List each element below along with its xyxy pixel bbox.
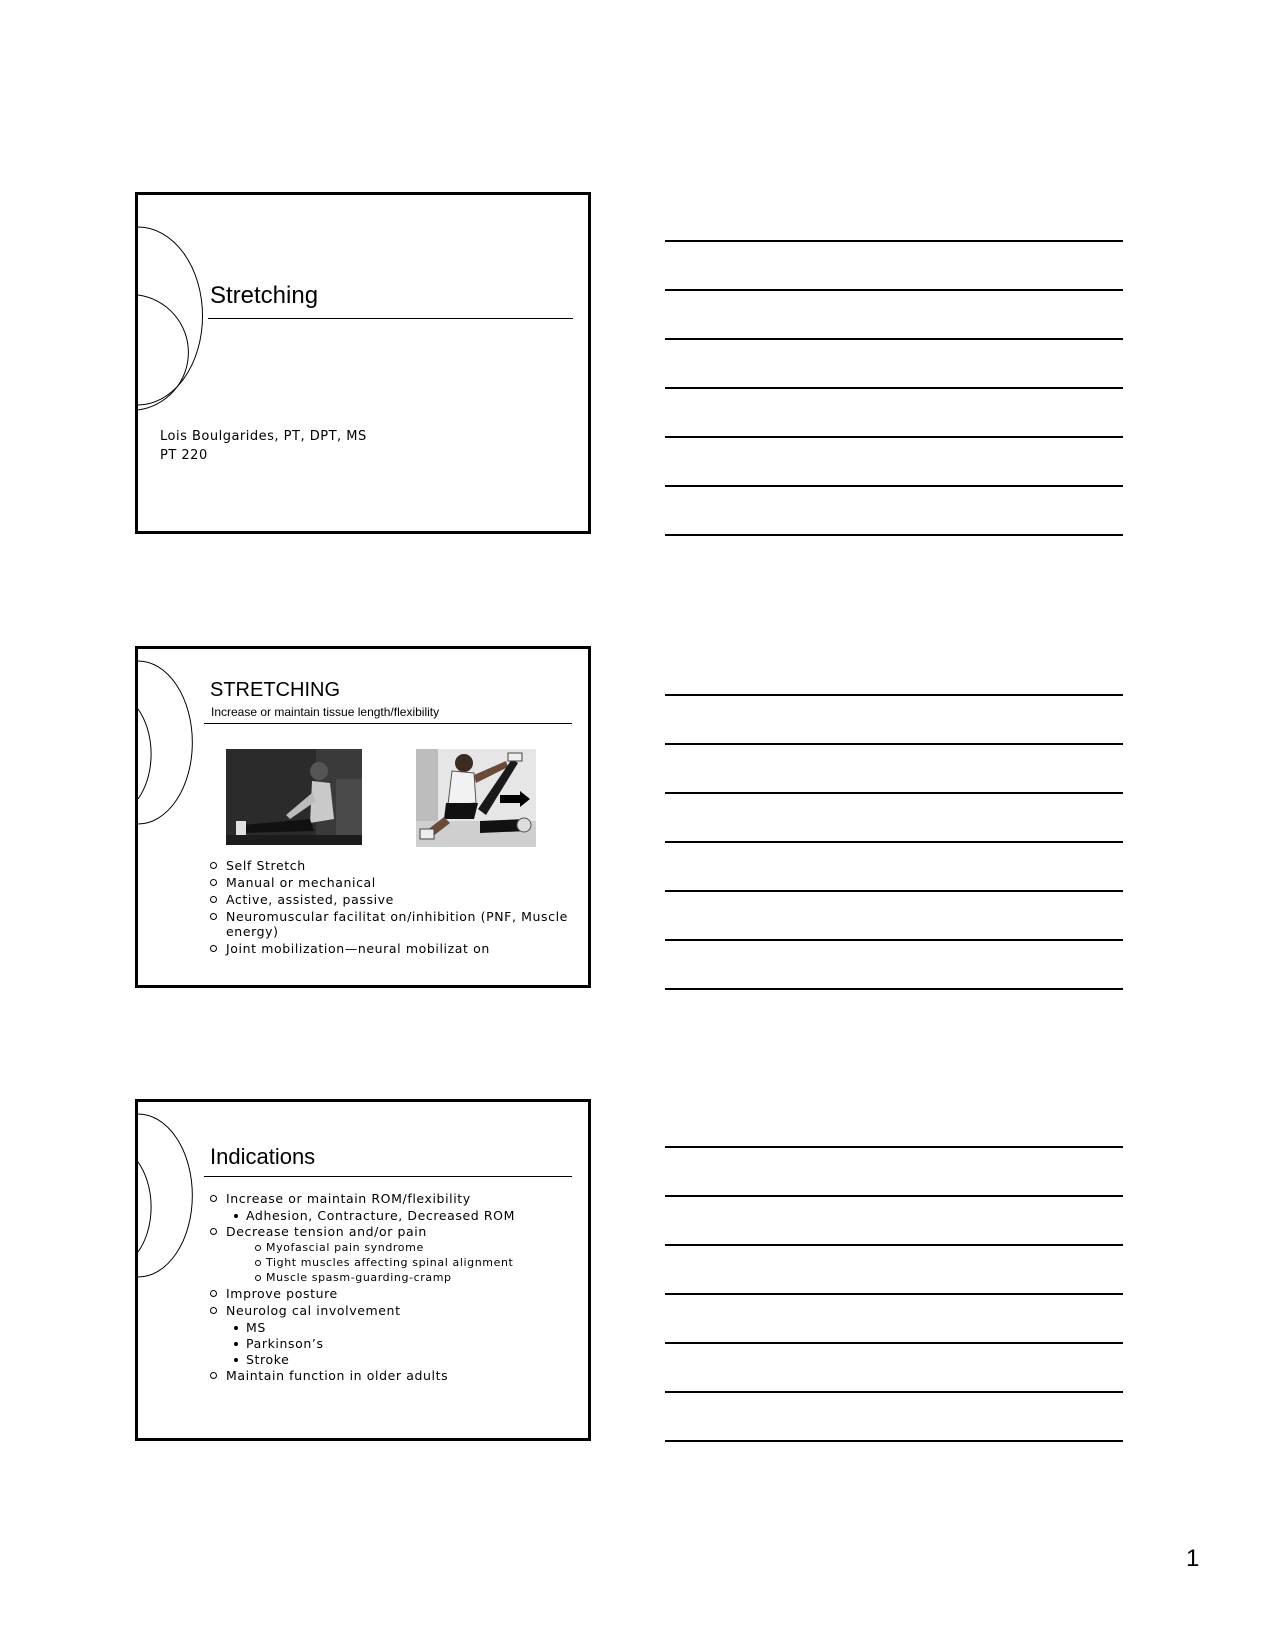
note-line [665, 1440, 1123, 1442]
note-line [665, 1342, 1123, 1344]
assisted-stretch-photo [416, 749, 536, 847]
list-item: Manual or mechanical [210, 875, 580, 890]
list-item: Improve posture [210, 1286, 580, 1301]
slide-3 [135, 1099, 591, 1441]
list-item: Neuromuscular facilitat on/inhibition (PNF, Muscle energy) [210, 909, 580, 939]
list-item: Neurolog cal involvement [210, 1303, 580, 1318]
note-line [665, 988, 1123, 990]
slide-title: STRETCHING [210, 679, 340, 701]
list-item: Tight muscles affecting spinal alignment [210, 1256, 580, 1270]
note-line [665, 743, 1123, 745]
list-item: Maintain function in older adults [210, 1368, 580, 1383]
note-line [665, 534, 1123, 536]
bullet-list [210, 1191, 580, 1385]
note-line [665, 792, 1123, 794]
title-rule [208, 318, 573, 319]
list-item: Parkinson’s [210, 1336, 580, 1351]
title-rule [204, 1176, 572, 1177]
list-item: Joint mobilization—neural mobilizat on [210, 941, 580, 956]
slide-subtitle: Increase or maintain tissue length/flexibility [211, 705, 440, 719]
author-block [160, 427, 367, 465]
list-item: Muscle spasm-guarding-cramp [210, 1271, 580, 1285]
slide-decoration-arcs [138, 649, 218, 988]
note-line [665, 841, 1123, 843]
note-line [665, 1244, 1123, 1246]
list-item: Self Stretch [210, 858, 580, 873]
slide-decoration-arcs [138, 195, 218, 534]
note-line [665, 338, 1123, 340]
note-line [665, 1146, 1123, 1148]
note-line [665, 694, 1123, 696]
note-line [665, 289, 1123, 291]
slide-2 [135, 646, 591, 988]
note-line [665, 240, 1123, 242]
note-line [665, 436, 1123, 438]
list-item: Active, assisted, passive [210, 892, 580, 907]
note-line [665, 1293, 1123, 1295]
course-code: PT 220 [160, 448, 208, 463]
list-item: Decrease tension and/or pain [210, 1224, 580, 1239]
note-line [665, 387, 1123, 389]
list-item: Adhesion, Contracture, Decreased ROM [210, 1208, 580, 1223]
note-line [665, 485, 1123, 487]
slide-decoration-arcs [138, 1102, 218, 1441]
list-item: Myofascial pain syndrome [210, 1241, 580, 1255]
author-name: Lois Boulgarides, PT, DPT, MS [160, 429, 367, 444]
note-line [665, 890, 1123, 892]
self-stretch-photo [226, 749, 362, 845]
list-item: Increase or maintain ROM/flexibility [210, 1191, 580, 1206]
bullet-list [210, 858, 580, 958]
slide-title: Indications [210, 1144, 316, 1169]
note-line [665, 1391, 1123, 1393]
note-line [665, 939, 1123, 941]
list-item: MS [210, 1320, 580, 1335]
list-item: Stroke [210, 1352, 580, 1367]
note-line [665, 1195, 1123, 1197]
title-rule [204, 723, 572, 724]
page-number: 1 [1186, 1545, 1200, 1572]
slide-title: Stretching [210, 282, 319, 309]
slide-1 [135, 192, 591, 534]
